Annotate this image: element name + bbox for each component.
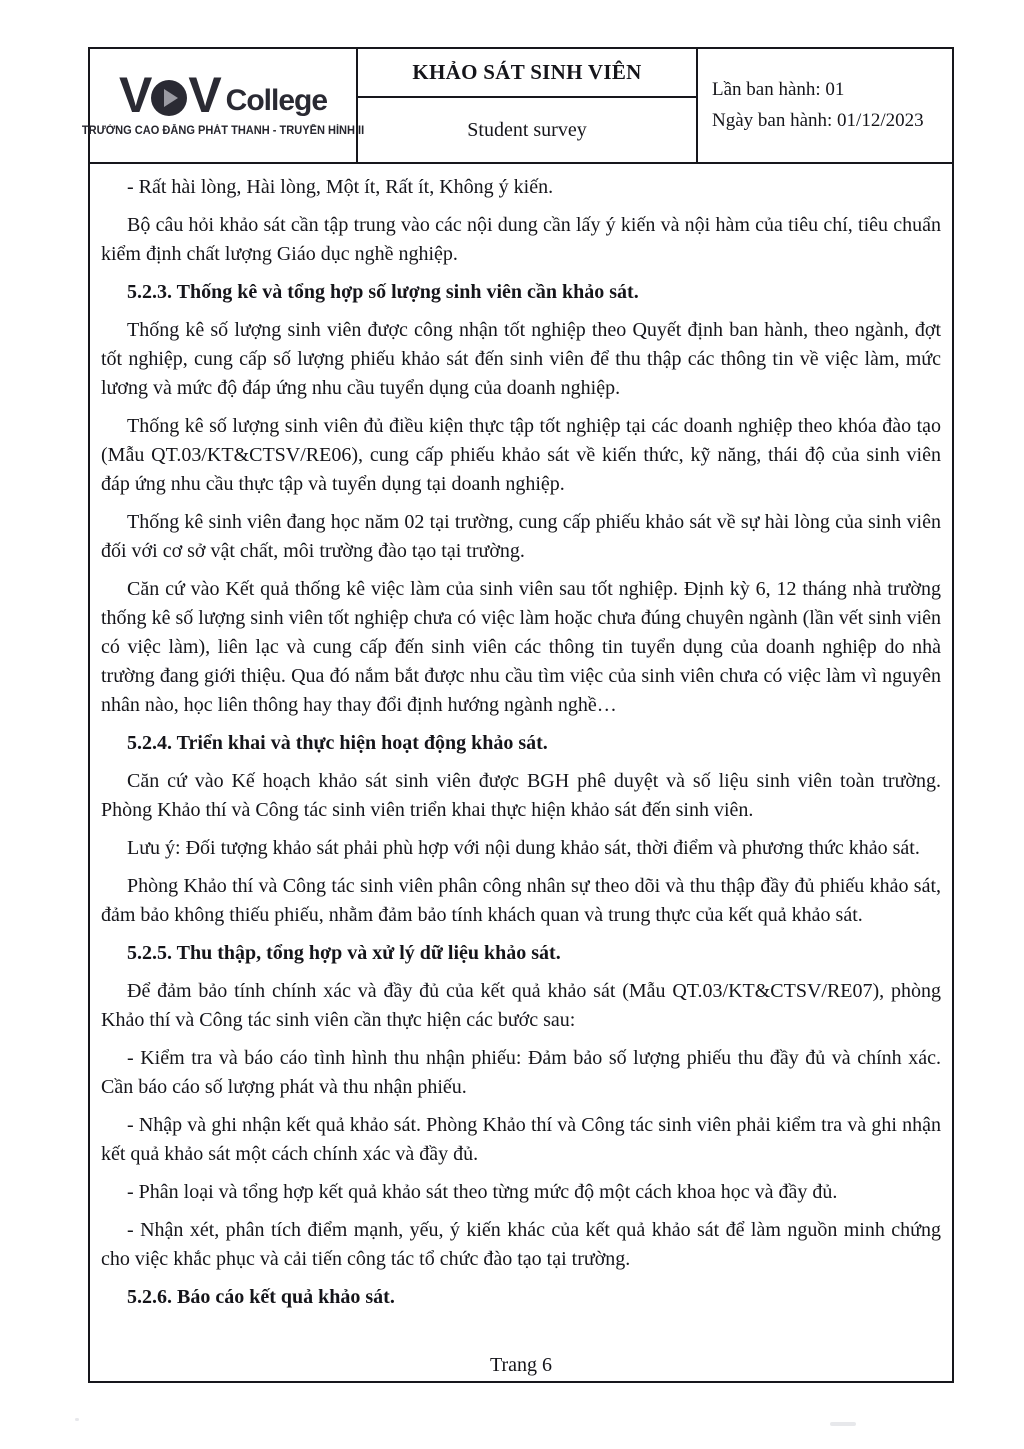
issue-revision: Lần ban hành: 01 <box>712 79 845 100</box>
vov-college-logo <box>118 67 328 124</box>
issue-info-cell <box>698 49 952 162</box>
organization-name: TRƯỜNG CAO ĐẲNG PHÁT THANH - TRUYỀN HÌNH II <box>81 124 365 137</box>
document-title: KHẢO SÁT SINH VIÊN <box>358 49 696 98</box>
scan-artifact <box>830 1422 856 1426</box>
paragraph: Lưu ý: Đối tượng khảo sát phải phù hợp với nội dung khảo sát, thời điểm và phương thức khảo sát. <box>127 837 920 859</box>
document-header <box>81 49 952 164</box>
play-icon <box>151 80 187 116</box>
section-heading: 5.2.4. Triển khai và thực hiện hoạt động khảo sát. <box>127 732 548 754</box>
section-heading: 5.2.5. Thu thập, tổng hợp và xử lý dữ liệu khảo sát. <box>127 942 561 964</box>
issue-date: Ngày ban hành: 01/12/2023 <box>712 110 924 131</box>
paragraph: Thống kê số lượng sinh viên đủ điều kiện thực tập tốt nghiệp tại các doanh nghiệp theo khóa đào tạo (Mẫu QT.03/KT&CTSV/RE06), cung cấp phiếu khảo sát về kiến thức, kỹ năng, thái độ của sinh viên đáp ứng nhu cầu thực tập và tuyển dụng tại doanh nghiệp. <box>101 415 941 495</box>
paragraph: Bộ câu hỏi khảo sát cần tập trung vào các nội dung cần lấy ý kiến và nội hàm của tiêu chí, tiêu chuẩn kiểm định chất lượng Giáo dục nghề nghiệp. <box>101 214 941 265</box>
section-heading: 5.2.3. Thống kê và tổng hợp số lượng sinh viên cần khảo sát. <box>127 281 639 303</box>
list-item: - Kiểm tra và báo cáo tình hình thu nhận phiếu: Đảm bảo số lượng phiếu thu đầy đủ và chính xác. Cần báo cáo số lượng phát và thu nhận phiếu. <box>101 1047 941 1098</box>
logo-letter-v-right: V <box>188 67 218 124</box>
document-subtitle: Student survey <box>467 118 587 141</box>
list-item: - Nhập và ghi nhận kết quả khảo sát. Phòng Khảo thí và Công tác sinh viên phải kiểm tra và ghi nhận kết quả khảo sát một cách chính xác và đầy đủ. <box>101 1114 941 1165</box>
paragraph: Phòng Khảo thí và Công tác sinh viên phân công nhân sự theo dõi và thu thập đầy đủ phiếu khảo sát, đảm bảo không thiếu phiếu, nhằm đảm bảo tính khách quan và trung thực của kết quả khảo sát. <box>101 875 941 926</box>
scan-artifact <box>75 1418 79 1421</box>
paragraph: Thống kê sinh viên đang học năm 02 tại trường, cung cấp phiếu khảo sát về sự hài lòng của sinh viên đối với cơ sở vật chất, môi trường đào tạo tại trường. <box>101 511 941 562</box>
logo-letter-v-left: V <box>118 67 149 124</box>
paragraph: Căn cứ vào Kế hoạch khảo sát sinh viên được BGH phê duyệt và số liệu sinh viên toàn trường. Phòng Khảo thí và Công tác sinh viên triển khai thực hiện khảo sát đến sinh viên. <box>101 770 941 821</box>
paragraph: Để đảm bảo tính chính xác và đầy đủ của kết quả khảo sát (Mẫu QT.03/KT&CTSV/RE07), phòng Khảo thí và Công tác sinh viên cần thực hiện các bước sau: <box>101 980 941 1031</box>
document-page <box>81 47 954 1383</box>
title-cell <box>358 49 698 162</box>
logo-cell <box>81 49 365 162</box>
section-heading: 5.2.6. Báo cáo kết quả khảo sát. <box>127 1286 395 1308</box>
document-body <box>90 164 952 1312</box>
list-item: - Phân loại và tổng hợp kết quả khảo sát theo từng mức độ một cách khoa học và đầy đủ. <box>127 1181 838 1203</box>
page-number: Trang 6 <box>489 1354 553 1376</box>
list-item: - Nhận xét, phân tích điểm mạnh, yếu, ý kiến khác của kết quả khảo sát để làm nguồn minh chứng cho việc khắc phục và cải tiến công tác tổ chức đào tạo tại trường. <box>101 1219 941 1270</box>
logo-college-text: College <box>225 83 328 117</box>
list-item: - Rất hài lòng, Hài lòng, Một ít, Rất ít, Không ý kiến. <box>127 176 554 198</box>
paragraph: Thống kê số lượng sinh viên được công nhận tốt nghiệp theo Quyết định ban hành, theo ngành, đợt tốt nghiệp, cung cấp số lượng phiếu khảo sát đến sinh viên để thu thập các thông tin về việc làm, mức lương và mức độ đáp ứng nhu cầu tuyển dụng của doanh nghiệp. <box>101 319 941 399</box>
paragraph: Căn cứ vào Kết quả thống kê việc làm của sinh viên sau tốt nghiệp. Định kỳ 6, 12 tháng nhà trường thống kê số lượng sinh viên tốt nghiệp chưa có việc làm hoặc chưa đúng chuyên ngành (lần vết sinh viên có việc làm), liên lạc và cung cấp đến sinh viên các thông tin tuyển dụng của doanh nghiệp do nhà trường đang giới thiệu. Qua đó nắm bắt được nhu cầu tìm việc của sinh viên chưa có việc làm vì nguyên nhân nào, học liên thông hay thay đổi định hướng ngành nghề… <box>101 578 941 716</box>
